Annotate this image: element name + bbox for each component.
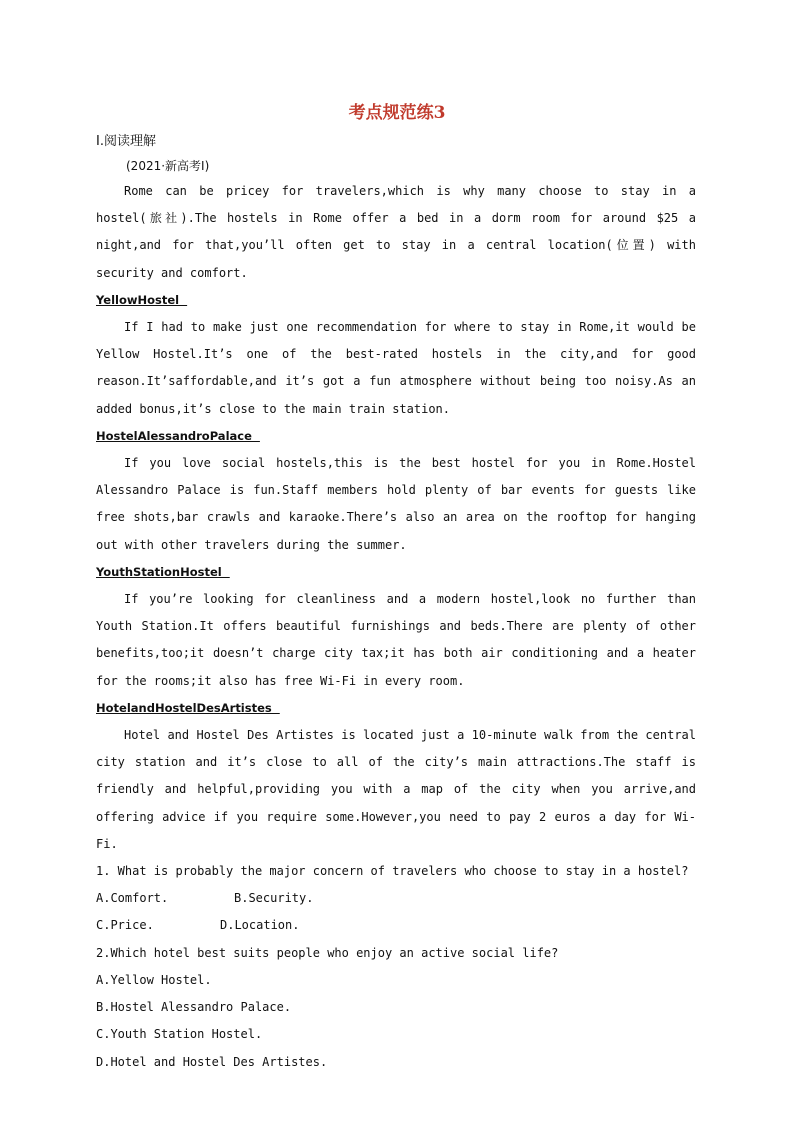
option-a: A.Yellow Hostel.: [96, 972, 212, 987]
option-b: B.Security.: [234, 891, 314, 906]
hostel-paragraph: If I had to make just one recommendation for where to stay in Rome,it would be Yellow Hostel.It’s one of the best-rated hostels in the city,and for good reason.It’saffordable,and it’s got a fun atmosphere without being too noisy.As an added bonus,it’s close to the main train station.: [96, 320, 696, 416]
hostel-paragraph: If you love social hostels,this is the best hostel for you in Rome.Hostel Alessandro Palace is fun.Staff members hold plenty of bar events for guests like free shots,bar crawls and karaoke.There’s also an area on the rooftop for hanging out with other travelers during the summer.: [96, 456, 696, 552]
document-body: [96, 130, 696, 1076]
hostel-heading: HostelAlessandroPalace: [96, 428, 260, 443]
option-row: [96, 912, 696, 939]
hostel-paragraph: If you’re looking for cleanliness and a modern hostel,look no further than Youth Station.It offers beautiful furnishings and beds.There are plenty of other benefits,too;it doesn’t charge city tax;it has both air conditioning and a heater for the rooms;it also has free Wi-Fi in every room.: [96, 592, 696, 688]
page-title: 考点规范练3: [348, 103, 446, 123]
hostel-heading: HotelandHostelDesArtistes: [96, 700, 280, 715]
hostel-heading: YellowHostel: [96, 292, 188, 307]
question-stem: 2.Which hotel best suits people who enjoy an active social life?: [96, 945, 559, 960]
option-d: D.Location.: [220, 918, 300, 933]
intro-paragraph: Rome can be pricey for travelers,which is why many choose to stay in a hostel(旅社).The hostels in Rome offer a bed in a dorm room for around $25 a night,and for that,you’ll often get to stay in a central location(位置) with security and comfort.: [96, 184, 696, 280]
option-row: [96, 885, 696, 912]
hostel-paragraph: Hotel and Hostel Des Artistes is located just a 10-minute walk from the central city station and it’s close to all of the city’s main attractions.The staff is friendly and helpful,providing you with a map of the city when you arrive,and offering advice if you require some.However,you need to pay 2 euros a day for Wi-Fi.: [96, 728, 696, 851]
option-c: C.Price.: [96, 918, 154, 933]
option-c: C.Youth Station Hostel.: [96, 1027, 263, 1042]
source-note: (2021·新高考Ⅰ): [126, 159, 210, 173]
option-b: B.Hostel Alessandro Palace.: [96, 1000, 292, 1015]
hostel-heading: YouthStationHostel: [96, 564, 230, 579]
question-stem: 1. What is probably the major concern of travelers who choose to stay in a hostel?: [96, 864, 689, 879]
option-a: A.Comfort.: [96, 891, 169, 906]
section-label: Ⅰ.阅读理解: [96, 134, 156, 149]
option-d: D.Hotel and Hostel Des Artistes.: [96, 1054, 328, 1069]
